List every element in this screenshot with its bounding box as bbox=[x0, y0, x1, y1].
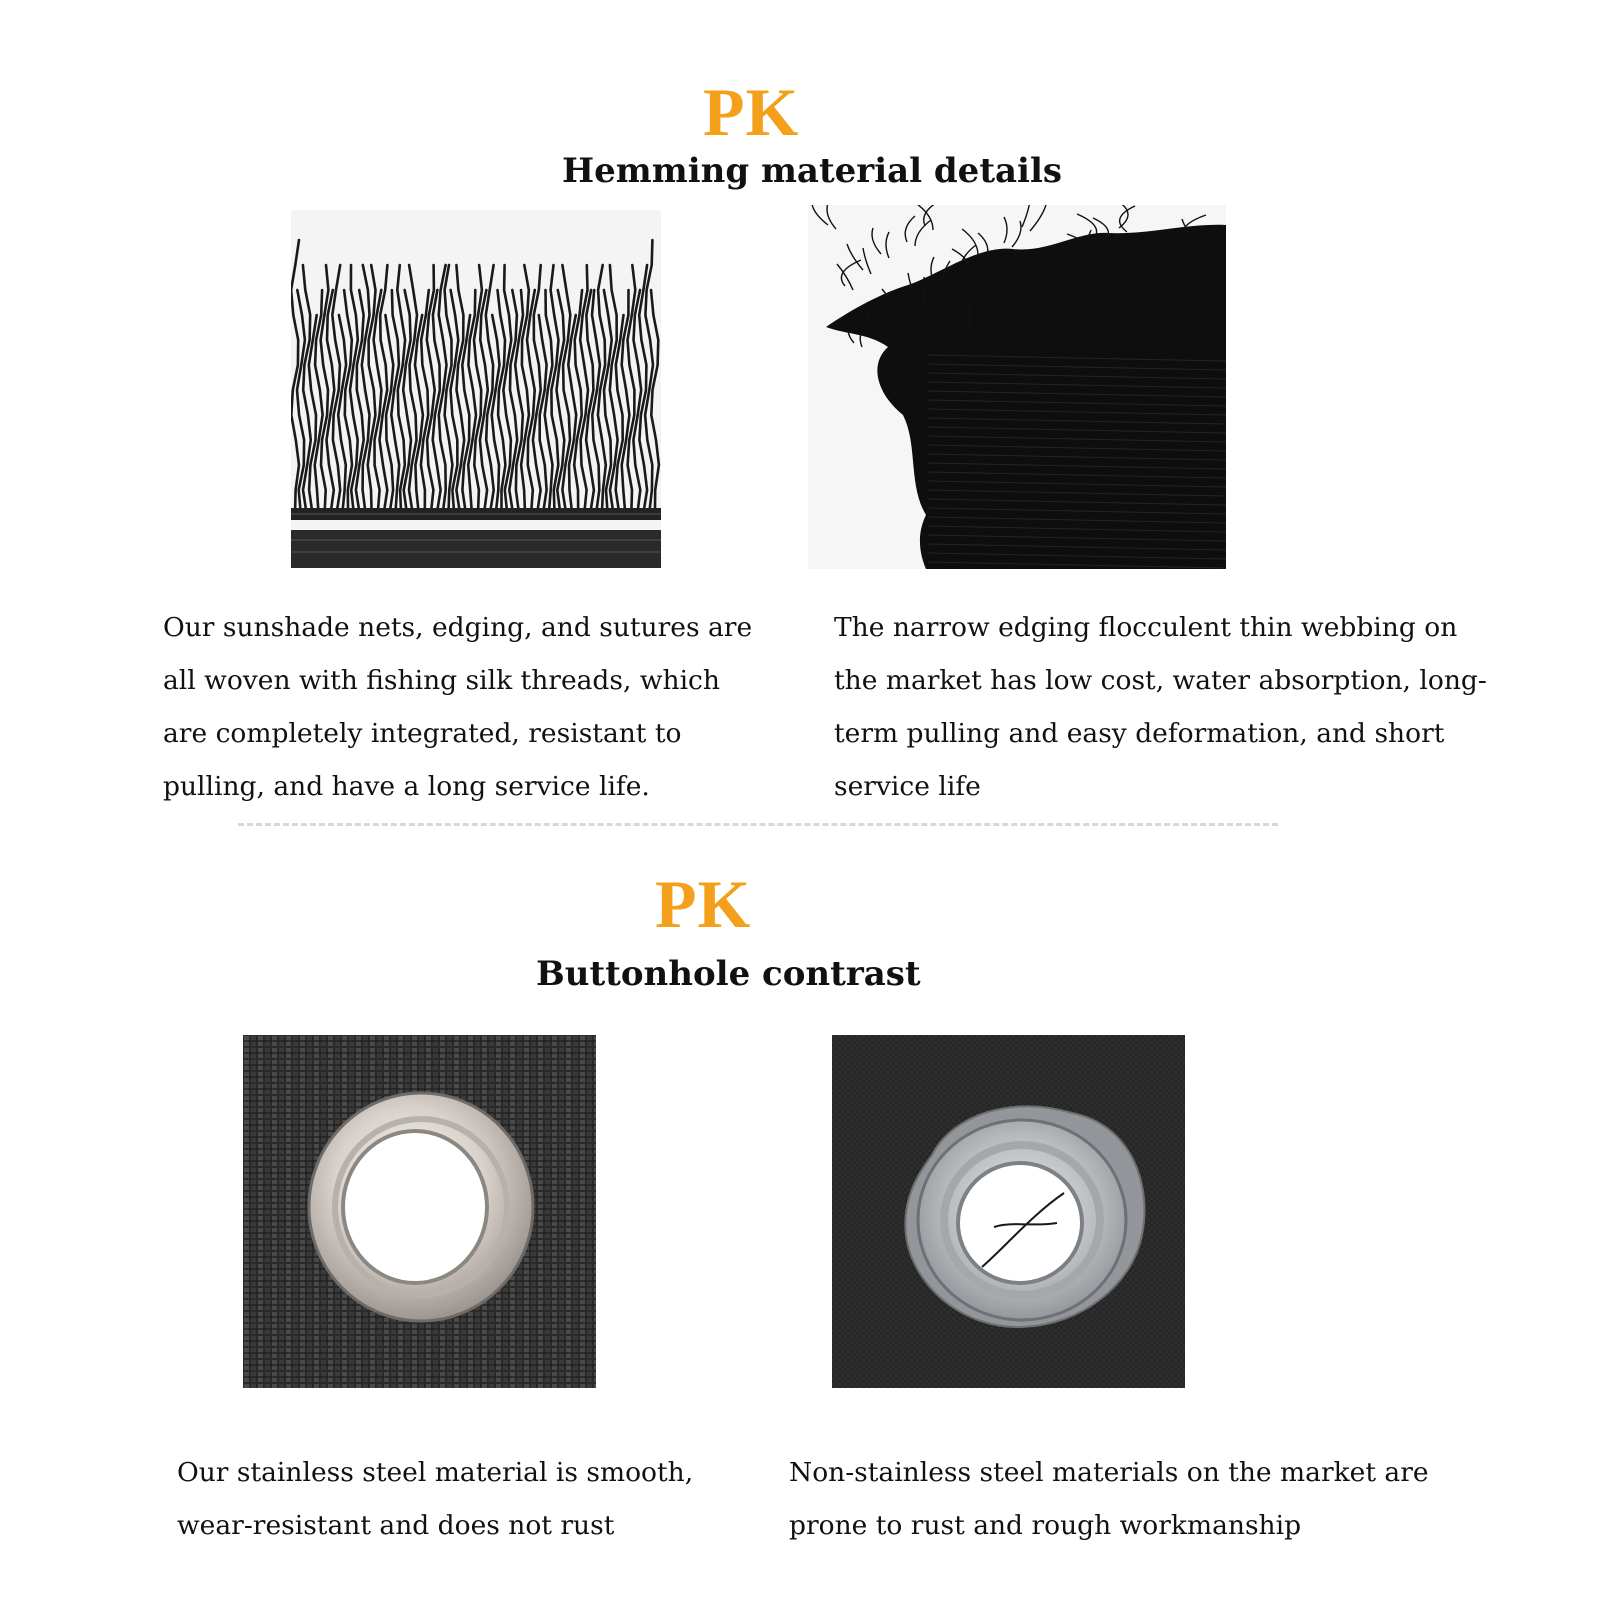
section-divider bbox=[238, 823, 1278, 826]
heading-buttonhole-contrast: Buttonhole contrast bbox=[536, 954, 921, 994]
pk-label-buttonhole: PK bbox=[655, 866, 752, 942]
non-stainless-grommet-photo bbox=[832, 1035, 1185, 1388]
caption-non-stainless-steel: Non-stainless steel materials on the market are prone to rust and rough workmanship bbox=[789, 1457, 1429, 1541]
heading-hemming-material-details: Hemming material details bbox=[562, 151, 1063, 191]
caption-fishing-silk: Our sunshade nets, edging, and sutures are all woven with fishing silk threads, which are completely integrated, resistant to pulling, and have a long service life. bbox=[163, 612, 753, 802]
flocculent-webbing-edge-photo bbox=[808, 205, 1226, 569]
fishing-silk-fringe-photo bbox=[291, 210, 661, 568]
pk-label-hemming: PK bbox=[703, 74, 800, 150]
stainless-steel-grommet-photo bbox=[243, 1035, 596, 1388]
caption-flocculent-webbing: The narrow edging flocculent thin webbing on the market has low cost, water absorption, long-term pulling and easy deformation, and short service life bbox=[834, 612, 1487, 802]
caption-stainless-steel: Our stainless steel material is smooth, wear-resistant and does not rust bbox=[177, 1457, 694, 1541]
